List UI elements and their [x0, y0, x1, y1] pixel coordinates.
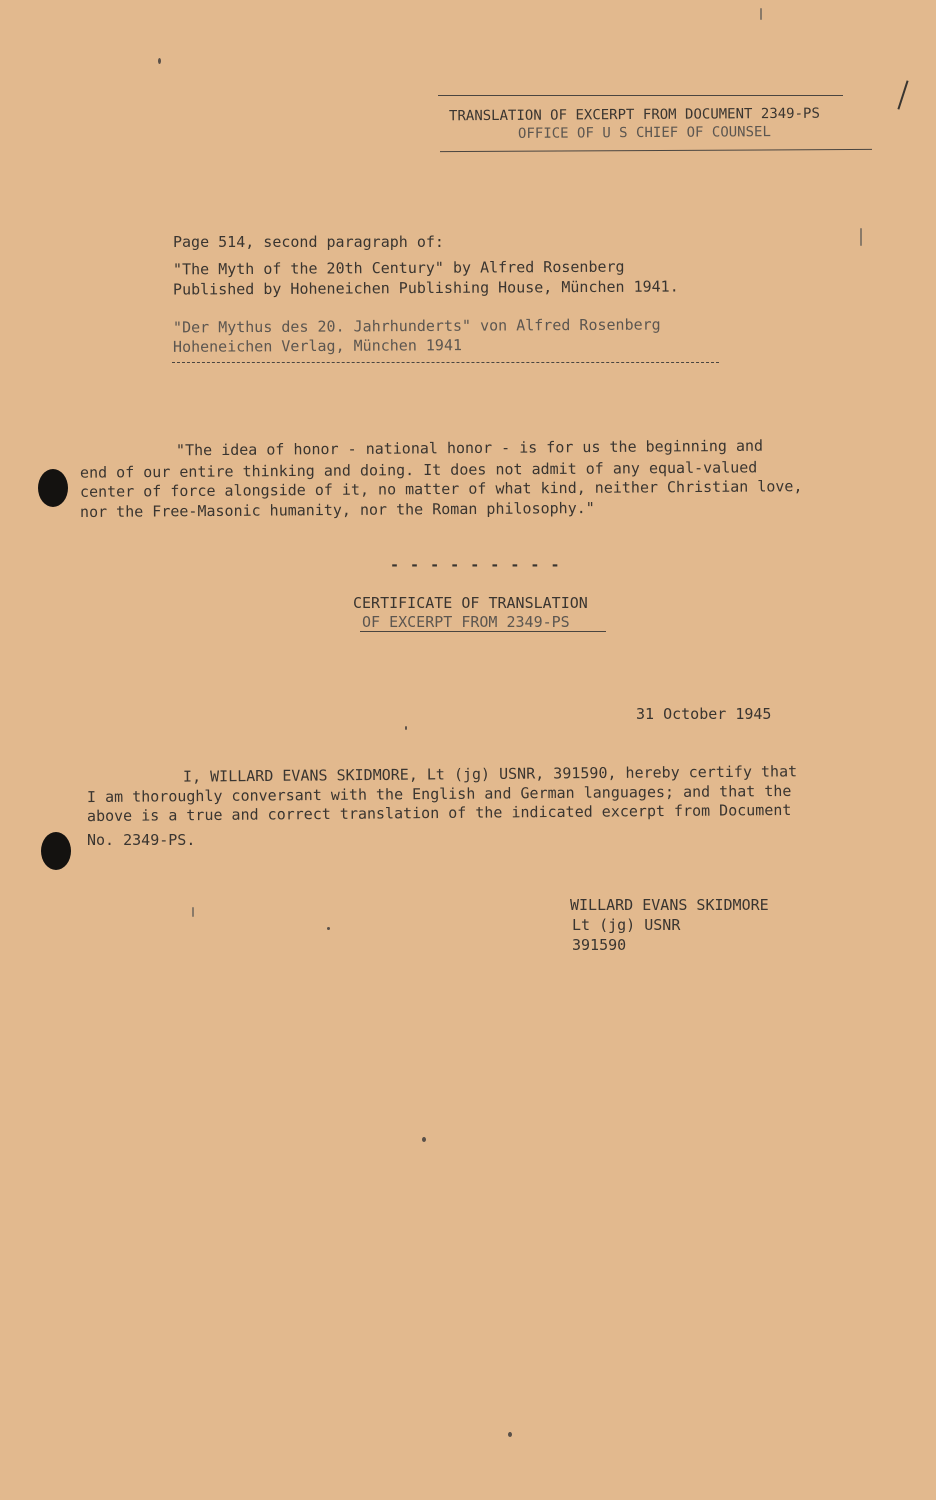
paper-speck [508, 1432, 512, 1437]
certificate-title: CERTIFICATE OF TRANSLATION [353, 594, 588, 612]
certificate-subtitle: OF EXCERPT FROM 2349-PS [362, 613, 570, 631]
paper-speck [405, 726, 407, 730]
paper-speck [760, 8, 762, 20]
check-mark-icon [897, 80, 908, 109]
certification-line: I, WILLARD EVANS SKIDMORE, Lt (jg) USNR, 391590, hereby certify that [182, 762, 798, 786]
certification-line: I am thoroughly conversant with the English and German languages; and that the [86, 781, 792, 807]
paper-speck [192, 907, 194, 917]
quote-line: center of force alongside of it, no matter of what kind, neither Christian love, [79, 477, 803, 501]
quote-line: end of our entire thinking and doing. It does not admit of any equal-valued [79, 458, 758, 482]
header-title: TRANSLATION OF EXCERPT FROM DOCUMENT 2349-PS [448, 105, 820, 125]
german-title: "Der Mythus des 20. Jahrhunderts" von Alfred Rosenberg [172, 315, 661, 337]
quote-line: "The idea of honor - national honor - is for us the beginning and [175, 436, 764, 460]
paper-speck [860, 228, 862, 246]
signatory-rank: Lt (jg) USNR [572, 916, 681, 934]
header-office: OFFICE OF U S CHIEF OF COUNSEL [517, 124, 771, 142]
punch-hole [41, 832, 71, 870]
english-title: "The Myth of the 20th Century" by Alfred Rosenberg [172, 257, 625, 279]
header-top-rule [438, 95, 843, 96]
paper-speck [327, 927, 330, 930]
english-publisher: Published by Hoheneichen Publishing House, München 1941. [172, 277, 679, 299]
header-bottom-rule [440, 149, 872, 152]
paper-speck [158, 58, 161, 64]
paper-speck [422, 1137, 426, 1142]
german-publisher: Hoheneichen Verlag, München 1941 [172, 336, 463, 356]
section-separator: - - - - - - - - - [390, 556, 561, 574]
source-underline [172, 362, 719, 363]
certification-line: above is a true and correct translation of the indicated excerpt from Document [86, 800, 792, 826]
page-reference: Page 514, second paragraph of: [173, 233, 444, 251]
punch-hole [38, 469, 68, 507]
certificate-date: 31 October 1945 [636, 705, 772, 723]
signatory-number: 391590 [572, 936, 627, 954]
signatory-name: WILLARD EVANS SKIDMORE [570, 896, 769, 914]
certificate-underline [360, 631, 606, 632]
quote-line: nor the Free-Masonic humanity, nor the Roman philosophy." [79, 498, 595, 522]
certification-line: No. 2349-PS. [87, 831, 196, 849]
